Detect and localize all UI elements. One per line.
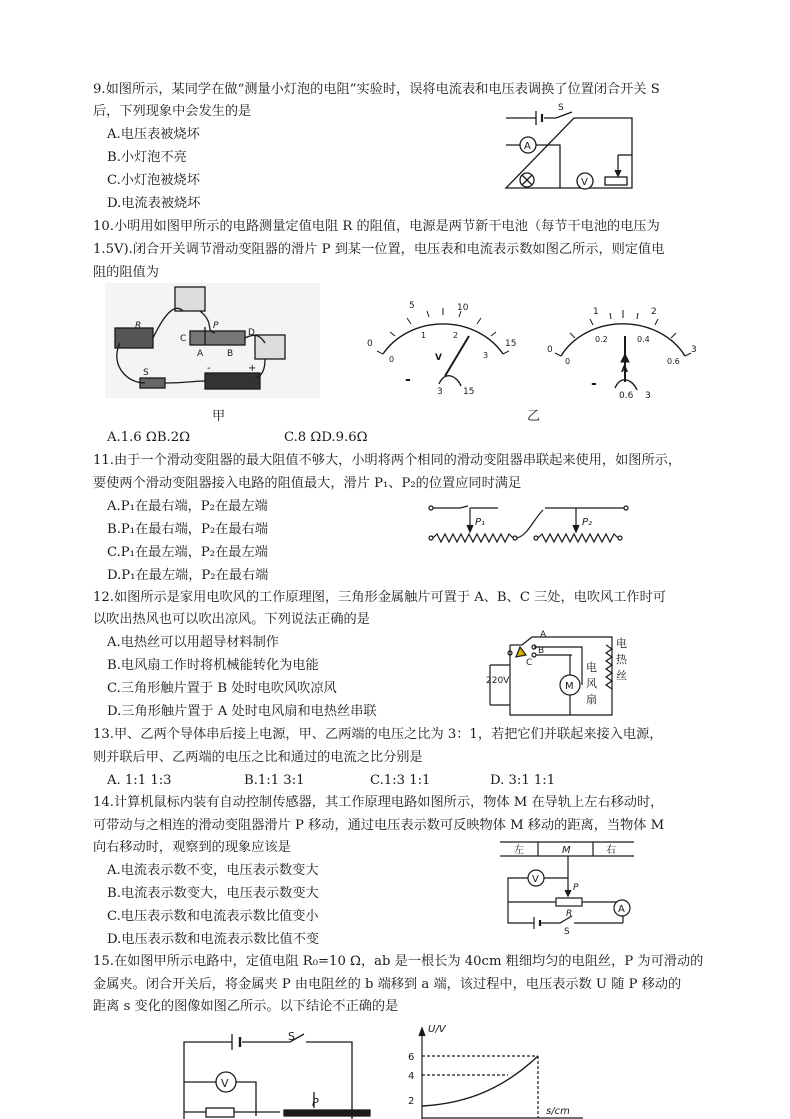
q14-mouse-sensor-circuit [498,838,638,938]
q10-jia-label-a: A [197,349,204,359]
q12-label-c: C [526,658,533,668]
q12-label-b: B [538,646,545,656]
q9-label-voltmeter: V [581,177,588,188]
q14-label-r: R [566,909,573,919]
volt-tick-upper-5: 5 [409,301,415,311]
q13-option-c[interactable]: C.1:3 1:1 [370,773,431,788]
q9-label-ammeter: A [524,141,531,152]
q12-label-220v: 220V [486,676,510,686]
q15-stem-line1: 15.在如图甲所示电路中，定值电阻 R₀=10 Ω，ab 是一根长为 40cm 粗细均匀的电阻丝，P 为可滑动的 [93,954,704,969]
q9-option-c[interactable]: C.小灯泡被烧坏 [107,173,200,188]
volt-tick-upper-10: 10 [457,303,469,313]
q9-stem-line1: 9.如图所示，某同学在做“测量小灯泡的电阻”实验时，误将电流表和电压表调换了位置闭合开关 S [93,82,660,97]
amm-tick-upper-1: 1 [593,307,599,317]
q14-label-m: M [562,845,571,856]
q14-stem-line1: 14.计算机鼠标内装有自动控制传感器，其工作原理电路如图所示，物体 M 在导轨上左右移动时， [93,795,664,810]
amm-tick-end-3: 3 [691,345,697,355]
q12-label-heater-1: 电 [616,637,627,650]
q14-option-d[interactable]: D.电压表示数和电流表示数比值不变 [107,932,320,947]
q15-graph-ylabel: U/V [428,1024,446,1035]
q11-stem-line2: 要使两个滑动变阻器接入电路的阻值最大，滑片 P₁、P₂的位置应同时满足 [93,476,522,491]
q12-hairdryer-circuit [482,625,632,725]
q10-jia-label-c: C [180,334,187,344]
amm-tick-upper-2: 2 [651,307,657,317]
q15-graph-ytick-4: 4 [408,1071,415,1082]
q12-label-fan-2: 风 [586,677,597,690]
q13-stem-line1: 13.甲、乙两个导体串后接上电源，甲、乙两端的电压之比为 3：1，若把它们并联起来接入电源， [93,727,663,742]
q11-rheostat-figure [428,500,628,555]
q12-stem-line2: 以吹出热风也可以吹出凉风。下列说法正确的是 [93,612,370,627]
q9-stem-line2: 后，下列现象中会发生的是 [93,104,252,119]
q14-option-a[interactable]: A.电流表示数不变，电压表示数变大 [107,863,319,878]
q10-caption-yi: 乙 [527,409,541,424]
q14-label-s: S [564,927,570,937]
q12-option-c[interactable]: C.三角形触片置于 B 处时电吹风吹凉风 [107,681,337,696]
q15-circuit-figure-jia [180,1030,370,1119]
q11-option-d[interactable]: D.P₁在最左端，P₂在最右端 [107,568,269,583]
amm-tick-end-0: 0 [547,345,553,355]
q14-label-p: P [573,883,579,893]
q11-label-p2: P₂ [582,517,593,528]
q9-circuit-figure [500,100,640,195]
q12-stem-line1: 12.如图所示是家用电吹风的工作原理图，三角形金属触片可置于 A、B、C 三处，电吹风工作时可 [93,590,666,605]
q10-voltmeter-dial [365,296,525,396]
q15-stem-line2: 金属夹。闭合开关后，将金属夹 P 由电阻丝的 b 端移到 a 端，该过程中，电压表示数 U 随 P 移动的 [93,977,682,992]
q9-option-a[interactable]: A.电压表被烧坏 [107,127,200,142]
q15-graph-xlabel: s/cm [546,1106,570,1117]
q13-option-b[interactable]: B.1:1 3:1 [244,773,305,788]
q10-jia-label-p: P [213,321,219,331]
q9-option-b[interactable]: B.小灯泡不亮 [107,150,187,165]
q11-label-p1: P₁ [475,517,486,528]
volt-tick-lower-1: 1 [421,331,427,340]
q12-label-motor: M [565,681,574,692]
q14-option-b[interactable]: B.电流表示数变大，电压表示数变大 [107,886,319,901]
volt-terminal-minus: - [405,372,411,388]
q14-stem-line2: 可带动与之相连的滑动变阻器滑片 P 移动，通过电压表示数可反映物体 M 移动的距离，当物体 M [93,818,665,833]
q10-ammeter-dial [545,300,705,400]
q14-label-left: 左 [514,845,524,856]
q12-label-fan-1: 电 [586,661,597,674]
volt-tick-upper-15: 15 [505,339,517,349]
q14-option-c[interactable]: C.电压表示数和电流表示数比值变小 [107,909,319,924]
q10-jia-label-s: S [143,368,149,378]
q11-option-a[interactable]: A.P₁在最右端，P₂在最左端 [107,499,268,514]
q10-circuit-photo-jia [105,283,320,405]
q15-label-p: P [312,1096,319,1109]
amm-tick-lower-0: 0 [565,357,571,366]
q13-stem-line2: 则并联后甲、乙两端的电压之比和通过的电流之比分别是 [93,750,423,765]
amm-terminal-3: 3 [645,391,651,401]
q15-stem-line3: 距离 s 变化的图像如图乙所示。以下结论不正确的是 [93,999,399,1014]
q9-option-d[interactable]: D.电流表被烧坏 [107,196,201,211]
q14-label-v: V [532,874,539,885]
q10-jia-label-plus: + [248,363,257,374]
q9-label-switch: S [558,103,564,113]
volt-terminal-15: 15 [463,387,475,397]
amm-tick-lower-0.6: 0.6 [667,357,680,366]
amm-tick-lower-0.2: 0.2 [595,335,608,344]
amm-tick-lower-0.4: 0.4 [637,335,650,344]
q11-stem-line1: 11.由于一个滑动变阻器的最大阻值不够大，小明将两个相同的滑动变阻器串联起来使用，如图所示， [93,453,682,468]
q10-stem-line2: 1.5V).闭合开关调节滑动变阻器的滑片 P 到某一位置，电压表和电流表示数如图乙所示，则定值电 [93,242,665,257]
q12-option-b[interactable]: B.电风扇工作时将机械能转化为电能 [107,658,319,673]
q10-options-cd[interactable]: C.8 ΩD.9.6Ω [284,430,368,445]
q12-label-fan-3: 扇 [586,693,597,706]
q15-graph-ytick-2: 2 [408,1096,415,1107]
q12-option-d[interactable]: D.三角形触片置于 A 处时电风扇和电热丝串联 [107,704,377,719]
volt-tick-lower-2: 2 [453,331,459,340]
q15-label-s: S [288,1030,295,1043]
q14-label-right: 右 [606,845,616,856]
q10-jia-label-minus: - [207,363,211,374]
q14-stem-line3: 向右移动时，观察到的现象应该是 [93,840,291,855]
q13-option-a[interactable]: A. 1:1 1:3 [107,773,172,788]
q10-jia-label-d: D [248,328,255,338]
volt-terminal-3: 3 [437,387,443,397]
q11-option-c[interactable]: C.P₁在最左端，P₂在最左端 [107,545,268,560]
amm-terminal-0.6: 0.6 [619,391,634,401]
q10-jia-label-b: B [227,349,234,359]
q10-jia-label-r: R [135,321,142,331]
volt-unit-v: V [435,353,442,363]
q12-label-a: A [540,630,547,640]
q11-option-b[interactable]: B.P₁在最右端，P₂在最右端 [107,522,268,537]
q15-label-v: V [221,1077,229,1090]
volt-tick-lower-3: 3 [483,351,489,360]
q12-option-a[interactable]: A.电热丝可以用超导材料制作 [107,635,279,650]
q14-label-a: A [618,904,625,915]
q15-graph-yi [398,1024,588,1119]
amm-terminal-minus: - [591,376,597,392]
q15-graph-ytick-6: 6 [408,1052,415,1063]
q12-label-heater-3: 丝 [616,669,627,682]
amm-unit-a: A [621,365,628,375]
q10-stem-line3: 阻的阻值为 [93,265,159,280]
volt-tick-upper-0: 0 [367,339,373,349]
q10-caption-jia: 甲 [212,409,226,424]
q12-label-heater-2: 热 [616,653,627,666]
q10-stem-line1: 10.小明用如图甲所示的电路测量定值电阻 R 的阻值，电源是两节新干电池（每节干电池的电压为 [93,219,660,234]
q13-option-d[interactable]: D. 3:1 1:1 [490,773,556,788]
q10-options-ab[interactable]: A.1.6 ΩB.2Ω [107,430,191,445]
volt-tick-lower-0: 0 [389,355,395,364]
